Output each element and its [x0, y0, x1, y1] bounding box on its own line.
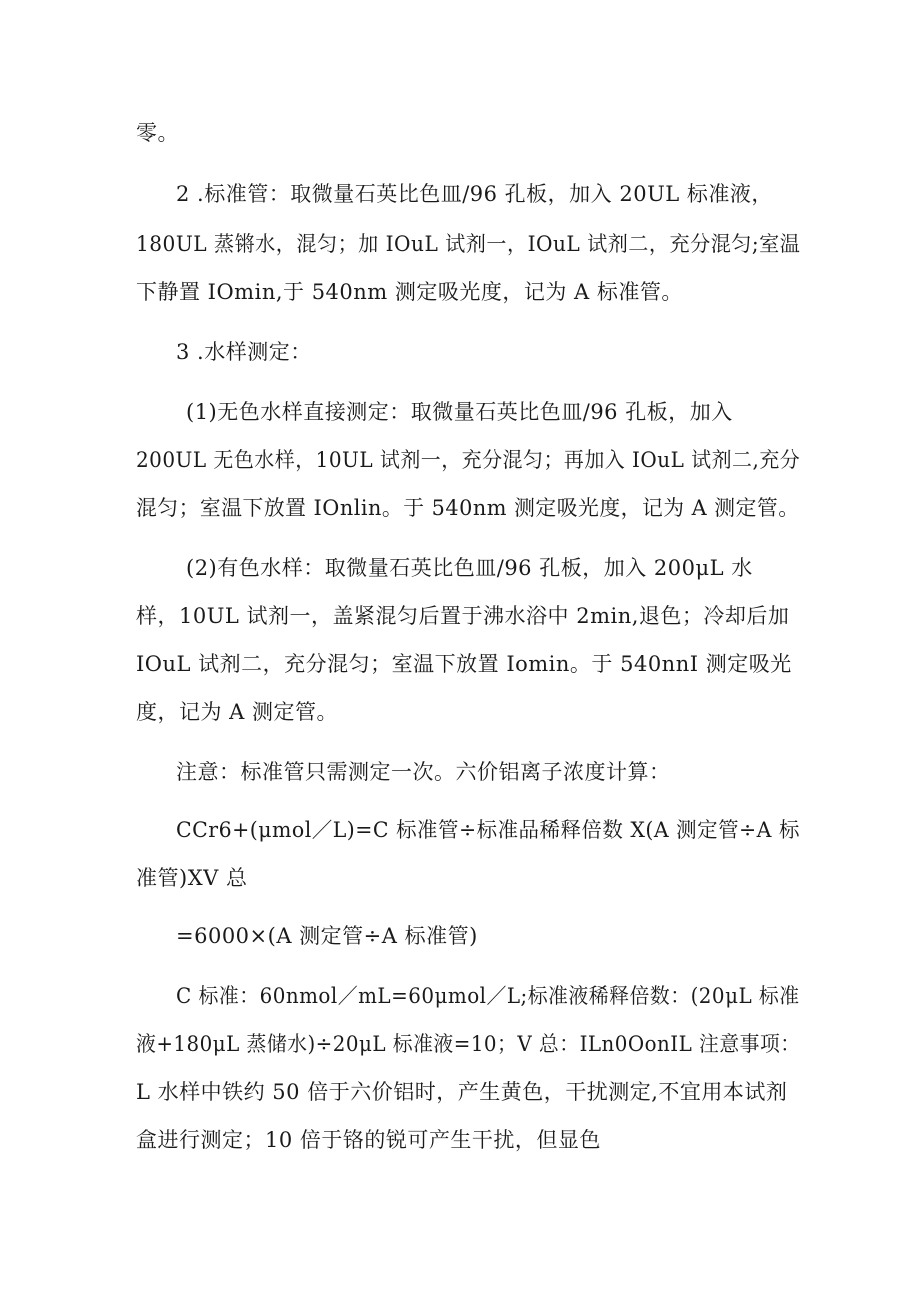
text-line-5: 3 .水样测定： [176, 340, 312, 364]
text-line-4: 下静置 IOmin,于 540nm 测定吸光度，记为 A 标准管。 [136, 280, 683, 304]
text-line-12: 度，记为 A 测定管。 [136, 700, 339, 724]
text-line-3: 180UL 蒸锵水，混匀；加 IOuL 试剂一，IOuL 试剂二，充分混匀;室温 [136, 232, 801, 256]
text-line-20: 盒进行测定；10 倍于铬的锐可产生干扰，但显色 [136, 1128, 601, 1152]
text-line-17: C 标准：60nmol／mL=60μmol／L;标准液稀释倍数：(20μL 标准 [176, 984, 800, 1008]
text-line-10: 样，10UL 试剂一，盖紧混匀后置于沸水浴中 2min,退色；冷却后加 [136, 604, 790, 628]
text-line-11: IOuL 试剂二，充分混匀；室温下放置 Iomin。于 540nnI 测定吸光 [136, 652, 792, 676]
text-line-15: 准管)XV 总 [136, 866, 248, 890]
text-line-8: 混匀；室温下放置 IOnlin。于 540nm 测定吸光度，记为 A 测定管。 [136, 496, 800, 520]
text-line-1: 零。 [136, 121, 179, 145]
text-line-18: 液+180μL 蒸储水)÷20μL 标准液=10；V 总：ILn0OonIL 注意事项： [136, 1032, 801, 1056]
text-line-6: (1)无色水样直接测定：取微量石英比色皿/96 孔板，加入 [186, 400, 733, 424]
text-line-19: L 水样中铁约 50 倍于六价铝时，产生黄色，干扰测定,不宜用本试剂 [136, 1080, 788, 1104]
text-line-14: CCr6+(μmol／L)=C 标准管÷标准品稀释倍数 X(A 测定管÷A 标 [176, 818, 800, 842]
text-line-16: =6000×(A 测定管÷A 标准管) [176, 924, 478, 948]
text-line-13: 注意：标准管只需测定一次。六价铝离子浓度计算： [176, 760, 671, 784]
text-line-9: (2)有色水样：取微量石英比色皿/96 孔板，加入 200μL 水 [186, 556, 753, 580]
text-line-7: 200UL 无色水样，10UL 试剂一，充分混匀；再加入 IOuL 试剂二,充分 [136, 448, 801, 472]
text-line-2: 2 .标准管：取微量石英比色皿/96 孔板，加入 20UL 标准液， [176, 182, 773, 206]
